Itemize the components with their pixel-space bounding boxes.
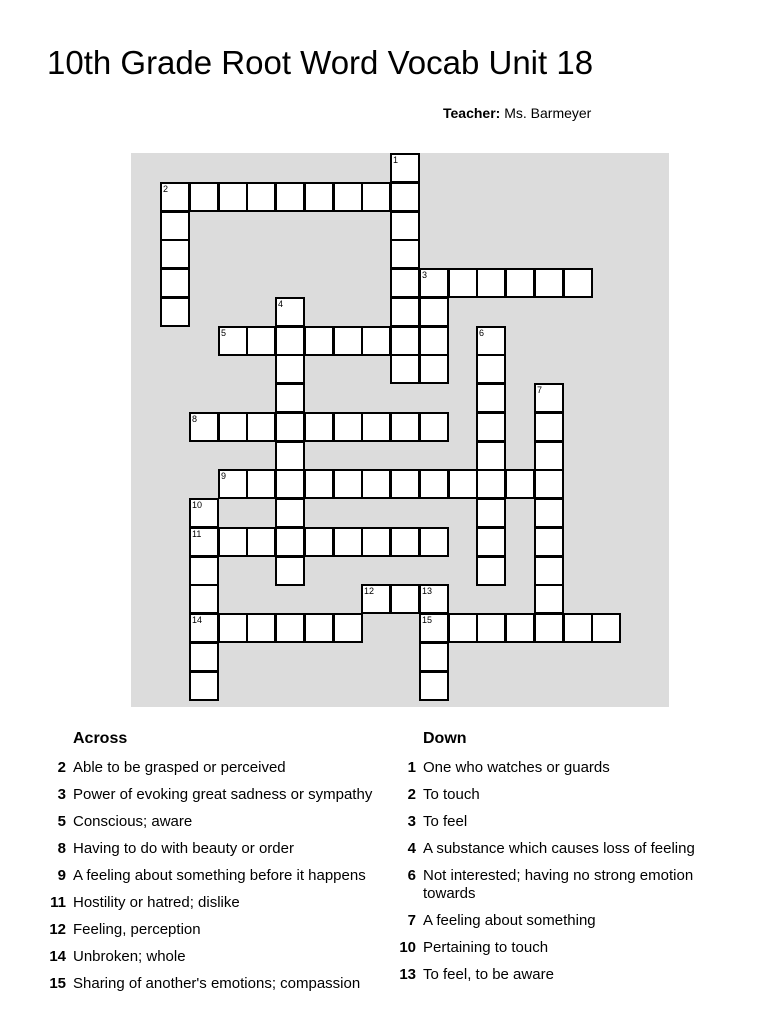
across-clues <box>46 730 386 1002</box>
grid-cell[interactable] <box>275 527 305 557</box>
grid-cell[interactable] <box>275 556 305 586</box>
clue-text: Hostility or hatred; dislike <box>73 894 240 911</box>
clue-text: Having to do with beauty or order <box>73 840 294 857</box>
clue-item <box>46 948 386 966</box>
teacher-label: Teacher: <box>443 105 501 121</box>
grid-cell[interactable] <box>246 613 276 643</box>
grid-cell[interactable] <box>246 527 276 557</box>
clue-text: Able to be grasped or perceived <box>73 759 286 776</box>
clue-number-label: 8 <box>192 414 198 424</box>
clue-item <box>46 813 386 831</box>
grid-cell[interactable] <box>534 584 564 614</box>
grid-cell[interactable] <box>275 498 305 528</box>
grid-cell[interactable] <box>333 412 363 442</box>
clue-number: 12 <box>49 921 66 938</box>
grid-cell[interactable] <box>304 182 334 212</box>
clue-number: 2 <box>57 759 66 776</box>
crossword-grid <box>131 153 669 707</box>
grid-cell[interactable] <box>333 527 363 557</box>
grid-cell[interactable] <box>534 498 564 528</box>
grid-cell[interactable] <box>361 182 391 212</box>
clue-text: A substance which causes loss of feeling <box>423 840 695 857</box>
grid-cell[interactable] <box>534 412 564 442</box>
grid-cell[interactable] <box>160 297 190 327</box>
grid-cell[interactable] <box>361 527 391 557</box>
grid-cell[interactable] <box>189 556 219 586</box>
grid-cell[interactable] <box>160 239 190 269</box>
grid-cell[interactable] <box>476 354 506 384</box>
clue-text: One who watches or guards <box>423 759 610 776</box>
grid-cell[interactable] <box>246 182 276 212</box>
grid-cell[interactable] <box>476 556 506 586</box>
grid-cell[interactable] <box>390 527 420 557</box>
grid-cell[interactable] <box>534 268 564 298</box>
grid-cell[interactable] <box>160 182 190 212</box>
clue-number: 3 <box>57 786 66 803</box>
grid-cell[interactable] <box>419 469 449 499</box>
grid-cell[interactable] <box>419 268 449 298</box>
down-heading: Down <box>423 730 467 747</box>
clue-number-label: 11 <box>192 529 202 539</box>
grid-cell[interactable] <box>476 469 506 499</box>
clue-item <box>396 759 716 777</box>
clue-number-label: 1 <box>393 155 399 165</box>
grid-cell[interactable] <box>476 498 506 528</box>
clue-number: 8 <box>57 840 66 857</box>
worksheet-title: 10th Grade Root Word Vocab Unit 18 <box>47 44 594 81</box>
grid-cell[interactable] <box>390 297 420 327</box>
clue-text: To touch <box>423 786 480 803</box>
clue-item <box>396 966 716 984</box>
clue-number: 2 <box>407 786 416 803</box>
grid-cell[interactable] <box>505 613 535 643</box>
grid-cell[interactable] <box>333 613 363 643</box>
grid-cell[interactable] <box>189 498 219 528</box>
grid-cell[interactable] <box>419 642 449 672</box>
grid-cell[interactable] <box>189 527 219 557</box>
grid-cell[interactable] <box>534 527 564 557</box>
clue-text: To feel <box>423 813 468 830</box>
grid-cell[interactable] <box>448 469 478 499</box>
grid-cell[interactable] <box>333 326 363 356</box>
grid-cell[interactable] <box>419 412 449 442</box>
teacher-line <box>443 105 591 121</box>
grid-cell[interactable] <box>390 326 420 356</box>
clue-text: Pertaining to touch <box>423 939 549 956</box>
across-heading: Across <box>73 730 128 747</box>
grid-cell[interactable] <box>333 469 363 499</box>
clue-item <box>46 894 386 912</box>
grid-cell[interactable] <box>218 527 248 557</box>
grid-cell[interactable] <box>275 383 305 413</box>
clue-text: To feel, to be aware <box>423 966 554 983</box>
clue-number-label: 13 <box>422 586 433 596</box>
clue-number: 15 <box>49 975 66 992</box>
grid-cell[interactable] <box>476 441 506 471</box>
grid-cell[interactable] <box>390 211 420 241</box>
clue-number: 13 <box>399 966 416 983</box>
grid-cell[interactable] <box>390 182 420 212</box>
grid-cell[interactable] <box>246 326 276 356</box>
clue-number: 6 <box>407 867 416 884</box>
clue-item <box>396 867 716 903</box>
clue-number-label: 14 <box>192 615 203 625</box>
grid-cell[interactable] <box>419 584 449 614</box>
grid-cell[interactable] <box>476 527 506 557</box>
grid-cell[interactable] <box>419 297 449 327</box>
clue-number: 11 <box>50 894 66 911</box>
grid-cell[interactable] <box>218 613 248 643</box>
grid-cell[interactable] <box>275 441 305 471</box>
grid-cell[interactable] <box>275 182 305 212</box>
clue-number: 4 <box>407 840 416 857</box>
grid-cell[interactable] <box>390 268 420 298</box>
grid-cell[interactable] <box>218 469 248 499</box>
grid-cell[interactable] <box>275 613 305 643</box>
grid-cell[interactable] <box>476 412 506 442</box>
grid-cell[interactable] <box>361 469 391 499</box>
grid-cell[interactable] <box>534 613 564 643</box>
clue-number: 9 <box>57 867 66 884</box>
grid-cell[interactable] <box>390 412 420 442</box>
grid-cell[interactable] <box>333 182 363 212</box>
grid-cell[interactable] <box>304 326 334 356</box>
grid-cell[interactable] <box>390 584 420 614</box>
clue-number-label: 3 <box>422 270 428 280</box>
clue-item <box>46 921 386 939</box>
grid-cell[interactable] <box>189 671 219 701</box>
grid-cell[interactable] <box>534 441 564 471</box>
grid-cell[interactable] <box>534 383 564 413</box>
clue-number-label: 12 <box>364 586 375 596</box>
clue-text: Not interested; having no strong emotion towards <box>423 867 694 902</box>
grid-cell[interactable] <box>304 613 334 643</box>
grid-cell[interactable] <box>476 383 506 413</box>
clue-item <box>396 939 716 957</box>
clue-number-label: 10 <box>192 500 203 510</box>
clue-number-label: 15 <box>422 615 433 625</box>
clue-number: 14 <box>49 948 66 965</box>
grid-cell[interactable] <box>419 527 449 557</box>
grid-cell[interactable] <box>448 268 478 298</box>
clue-item <box>46 867 386 885</box>
clue-item <box>396 786 716 804</box>
teacher-name: Ms. Barmeyer <box>504 105 592 121</box>
grid-cell[interactable] <box>160 268 190 298</box>
grid-cell[interactable] <box>419 354 449 384</box>
grid-cell[interactable] <box>419 613 449 643</box>
grid-cell[interactable] <box>304 412 334 442</box>
grid-cell[interactable] <box>189 613 219 643</box>
clue-text: A feeling about something before it happens <box>73 867 366 884</box>
clue-text: Unbroken; whole <box>73 948 186 965</box>
clue-item <box>396 912 716 930</box>
grid-cell[interactable] <box>390 469 420 499</box>
grid-cell[interactable] <box>304 469 334 499</box>
clue-text: Sharing of another's emotions; compassion <box>73 975 361 992</box>
grid-cell[interactable] <box>275 297 305 327</box>
grid-cell[interactable] <box>304 527 334 557</box>
grid-cell[interactable] <box>419 671 449 701</box>
grid-cell[interactable] <box>361 326 391 356</box>
grid-cell[interactable] <box>275 412 305 442</box>
clue-number-label: 4 <box>278 299 284 309</box>
grid-cell[interactable] <box>246 469 276 499</box>
clue-item <box>396 840 716 858</box>
grid-cell[interactable] <box>246 412 276 442</box>
clue-number-label: 5 <box>221 328 227 338</box>
clue-text: Power of evoking great sadness or sympathy <box>73 786 373 803</box>
clue-item <box>46 840 386 858</box>
clue-number: 7 <box>407 912 416 929</box>
grid-cell[interactable] <box>390 239 420 269</box>
clue-number-label: 9 <box>221 471 227 481</box>
grid-cell[interactable] <box>419 326 449 356</box>
grid-cell[interactable] <box>218 412 248 442</box>
clue-item <box>396 813 716 831</box>
clue-text: A feeling about something <box>423 912 596 929</box>
grid-cell[interactable] <box>189 584 219 614</box>
clue-number-label: 6 <box>479 328 485 338</box>
grid-cell[interactable] <box>448 613 478 643</box>
clue-number: 1 <box>407 759 416 776</box>
grid-cell[interactable] <box>361 412 391 442</box>
clue-number-label: 7 <box>537 385 543 395</box>
grid-cell[interactable] <box>476 326 506 356</box>
grid-cell[interactable] <box>534 556 564 586</box>
clue-text: Conscious; aware <box>73 813 193 830</box>
clue-number-label: 2 <box>163 184 169 194</box>
grid-cell[interactable] <box>189 642 219 672</box>
clue-item <box>46 759 386 777</box>
clue-text: Feeling, perception <box>73 921 201 938</box>
grid-cell[interactable] <box>160 211 190 241</box>
grid-cell[interactable] <box>505 268 535 298</box>
grid-cell[interactable] <box>591 613 621 643</box>
grid-cell[interactable] <box>563 613 593 643</box>
grid-cell[interactable] <box>218 182 248 212</box>
grid-cell[interactable] <box>275 326 305 356</box>
grid-cell[interactable] <box>361 584 391 614</box>
grid-cell[interactable] <box>189 412 219 442</box>
down-clues <box>396 730 716 993</box>
grid-cell[interactable] <box>275 469 305 499</box>
clue-number: 3 <box>407 813 416 830</box>
clue-item <box>46 786 386 804</box>
grid-cell[interactable] <box>563 268 593 298</box>
clue-number: 5 <box>57 813 66 830</box>
grid-cell[interactable] <box>390 354 420 384</box>
grid-cell[interactable] <box>275 354 305 384</box>
grid-cell[interactable] <box>534 469 564 499</box>
clue-item <box>46 975 386 993</box>
grid-cell[interactable] <box>476 613 506 643</box>
grid-cell[interactable] <box>189 182 219 212</box>
clue-number: 10 <box>399 939 416 956</box>
grid-cell[interactable] <box>505 469 535 499</box>
grid-cell[interactable] <box>476 268 506 298</box>
grid-cell[interactable] <box>218 326 248 356</box>
grid-cell[interactable] <box>390 153 420 183</box>
